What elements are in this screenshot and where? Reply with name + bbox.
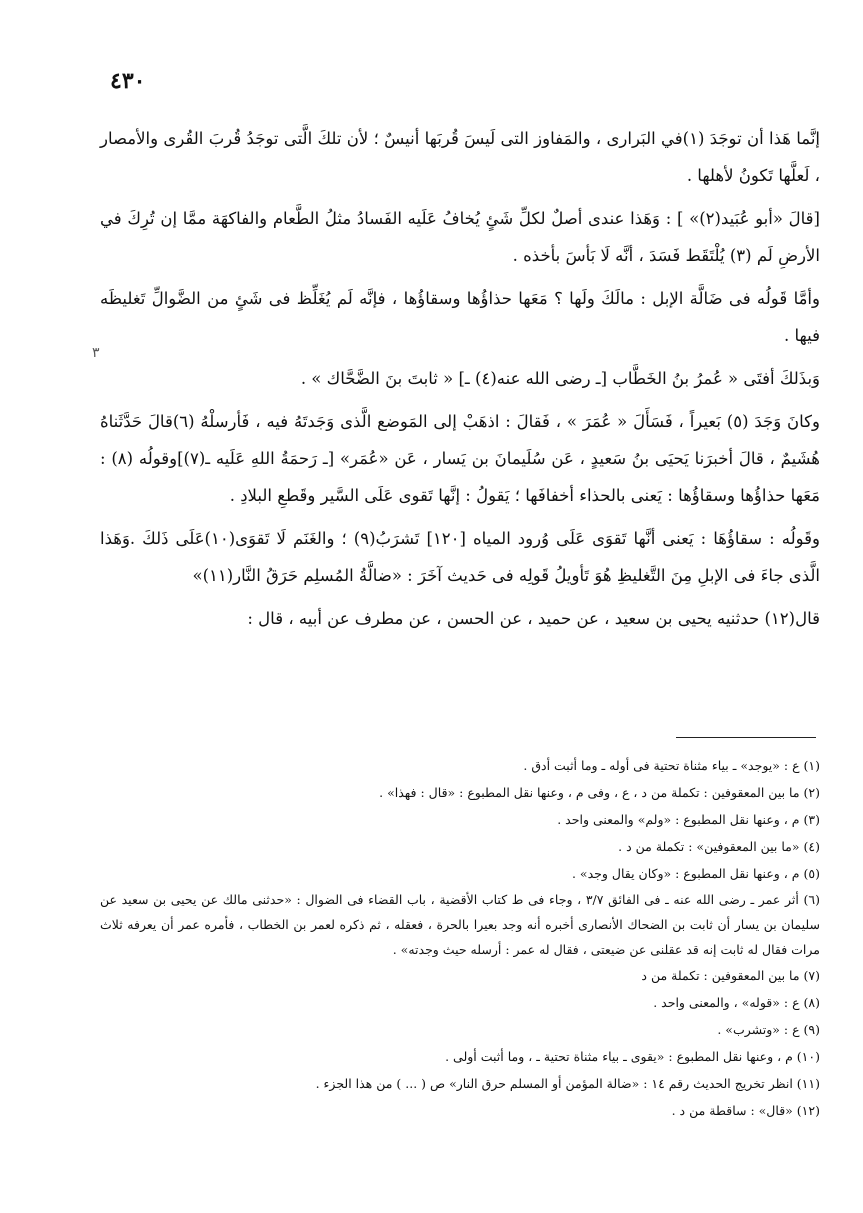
footnote-divider xyxy=(676,737,816,738)
footnote: (١١) انظر تخريج الحديث رقم ١٤ : «ضالة المؤمن أو المسلم حرق النار» ص ( ... ) من هذا الجزء . xyxy=(315,1076,820,1091)
footnote: (٥) م ، وعنها نقل المطبوع : «وكان يقال وجد» . xyxy=(571,866,820,881)
paragraph: إنَّما هَذا أن توجَدَ (١)في البَرارى ، والمَفاوز التى لَيسَ قُربَها أنيسٌ ؛ لأن تلكَ الَّتى توجَدُ قُربَ القُرى والأمصار ، لَعلَّها تَكونُ لأهلها . xyxy=(100,129,820,185)
footnote: (٢) ما بين المعقوفين : تكملة من د ، ع ، وفى م ، وعنها نقل المطبوع : «قال : فهذا» . xyxy=(379,785,820,800)
footnote: (٨) ع : «قوله» ، والمعنى واحد . xyxy=(653,995,820,1010)
footnote: (٤) «ما بين المعقوفين» : تكملة من د . xyxy=(618,839,820,854)
footnote: (١٠) م ، وعنها نقل المطبوع : «يقوى ـ بياء مثناة تحتية ـ ، وما أثبت أولى . xyxy=(445,1049,820,1064)
footnote: (٩) ع : «وتشرب» . xyxy=(717,1022,820,1037)
footnote: (١٢) «قال» : ساقطة من د . xyxy=(671,1103,820,1118)
main-text xyxy=(100,120,820,643)
footnote: (٣) م ، وعنها نقل المطبوع : «ولم» والمعنى واحد . xyxy=(557,812,820,827)
page-number: ٤٣٠ xyxy=(110,68,146,94)
paragraph: وَبذَلكَ أفتَى « عُمرُ بنُ الخَطَّاب [ـ رضى الله عنه(٤) ـ] « ثابتَ بنَ الضَّحَّاك » . xyxy=(300,369,820,388)
footnote: (٧) ما بين المعقوفين : تكملة من د xyxy=(641,968,820,983)
paragraph: [قالَ «أبو عُبَيد(٢)» ] : وَهَذا عندى أصلٌ لكلِّ شَئٍ يُخافُ عَلَيه الفَسادُ مثلُ الطَّعام والفاكهَة ممَّا إن تُرِكَ في الأرضِ لَم (٣) يُلْتَقَط فَسَدَ ، أنَّه لَا بَأسَ بأخذه . xyxy=(100,209,820,265)
footnotes xyxy=(100,752,820,1124)
footnote: (١) ع : «يوجد» ـ بياء مثناة تحتية فى أوله ـ وما أثبت أدق . xyxy=(523,758,820,773)
footnote: (٦) أثر عمر ـ رضى الله عنه ـ فى الفائق ٣/٧ ، وجاء فى ط كتاب الأقضية ، باب القضاء فى الضوال : «حدثنى مالك عن يحيى بن سعيد عن سليمان بن يسار أن ثابت بن الضحاك الأنصارى أخبره أنه وجد بعيرا بالحرة ، فعقله ، ثم ذكره لعمر بن الخطاب ، فأمره عمر أن يعرفه ثلاث مرات فقال له ثابت إنه قد عقلنى عن ضيعتى ، فقال له عمر : أرسله حيث وجدته» . xyxy=(100,892,820,957)
paragraph: وأمَّا قَولُه فى ضَالَّة الإبل : مالَكَ ولَها ؟ مَعَها حذاؤُها وسقاؤُها ، فإنَّه لَم يُغَلِّظ فى شَئٍ من الضَّوالِّ تَغليظَه فيها . xyxy=(100,289,820,345)
paragraph: وقَولُه : سقاؤُهَا : يَعنى أنَّها تَقوَى عَلَى وُرود المياه [١٢٠] تَشرَبُ(٩) ؛ والغَنَم لَا تَقوَى(١٠)عَلَى ذَلكَ .وَهَذا الَّذى جاءَ فى الإبلِ مِنَ التَّغليظِ هُوَ تَأويلُ قَولِه فى حَديث آخَرَ : «ضالَّةُ المُسلِم حَرَقُ النَّار(١١)» xyxy=(100,529,820,585)
paragraph: وكانَ وَجَدَ (٥) بَعيراً ، فَسَأَلَ « عُمَرَ » ، فَقالَ : اذهَبْ إلى المَوضع الَّذى وَجَدتَهُ فيه ، فَأرسلْهُ (٦)قالَ حَدَّثَناهُ هُشَيمٌ ، قالَ أخبرَنا يَحيَى بنُ سَعيدٍ ، عَن سُلَيمانَ بن يَسار ، عَن «عُمَر» [ـ رَحمَةُ اللهِ عَلَيه ـ(٧)]وقولُه (٨) : مَعَها حذاؤُها وسقاؤُها : يَعنى بالحذاء أخفافَها ؛ يَقولُ : إنَّها تَقوى عَلَى السَّير وقَطعِ البلادِ . xyxy=(100,412,820,505)
margin-mark: ٣ xyxy=(92,345,100,361)
paragraph: قال(١٢) حدثنيه يحيى بن سعيد ، عن حميد ، عن الحسن ، عن مطرف عن أبيه ، قال : xyxy=(247,609,820,628)
